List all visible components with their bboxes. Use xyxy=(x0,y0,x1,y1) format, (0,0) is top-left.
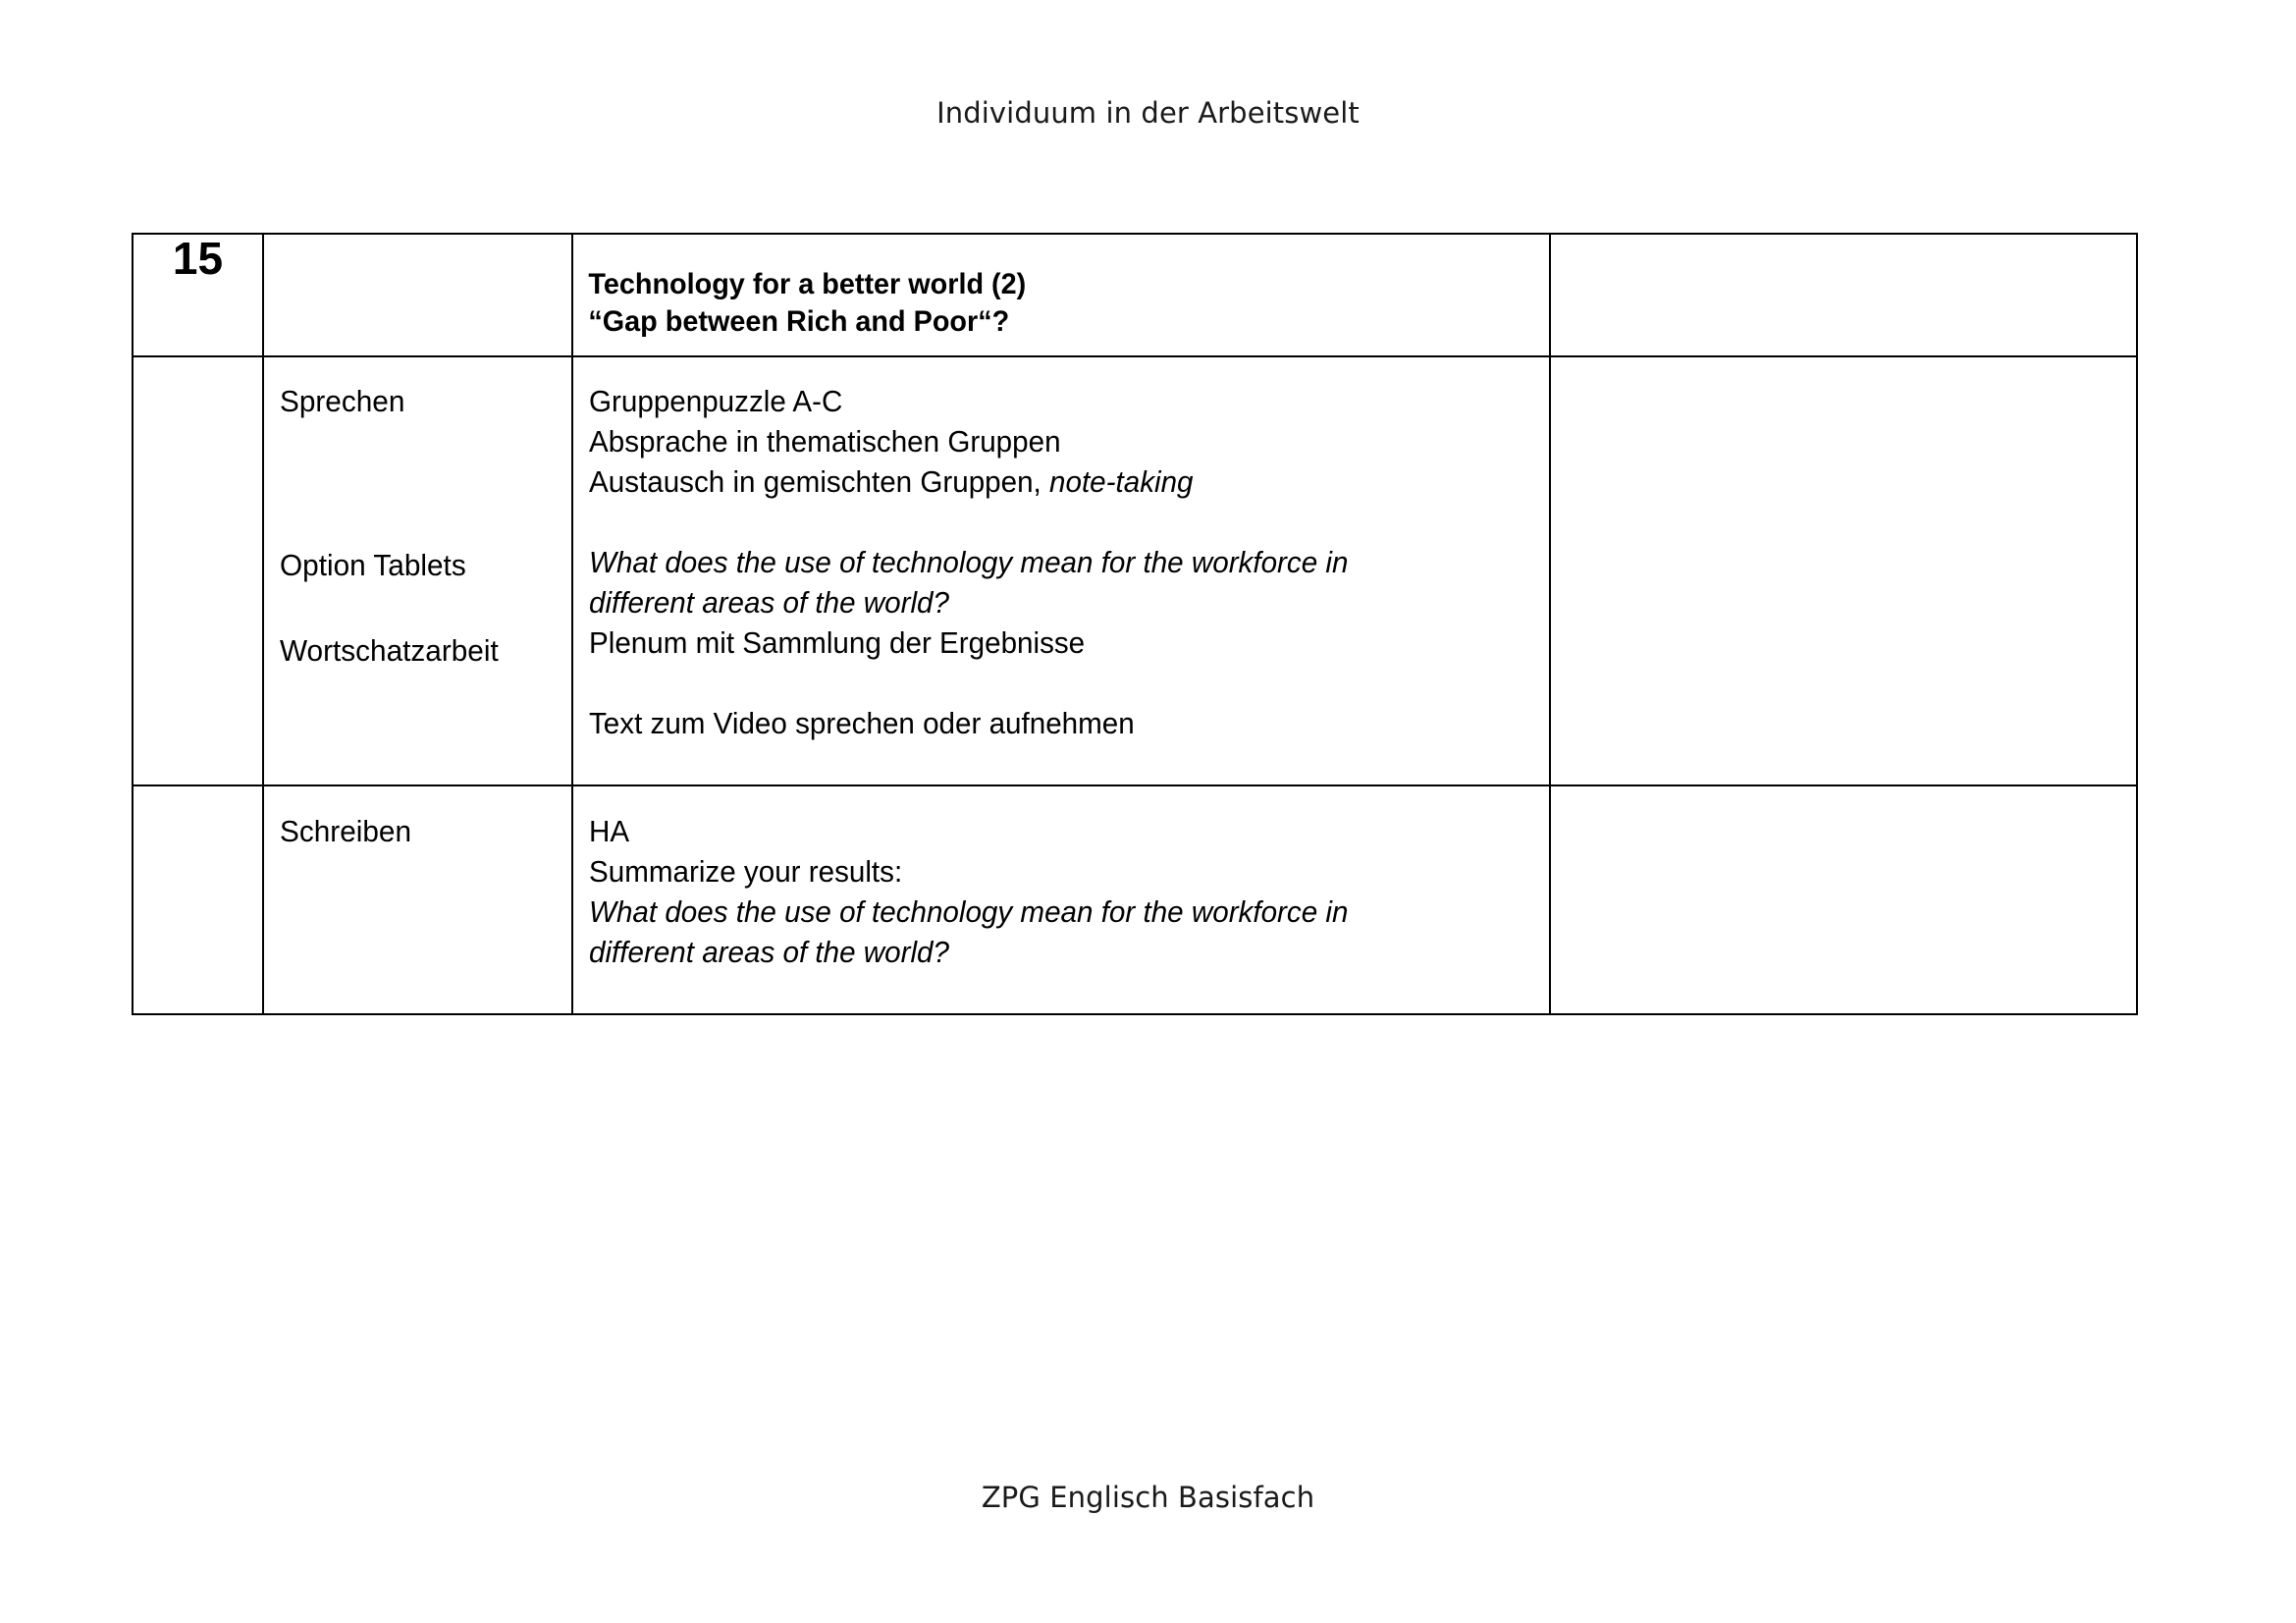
table-row-title xyxy=(133,234,2137,356)
content-line xyxy=(589,583,1493,623)
content-line-text: different areas of the world? xyxy=(589,584,949,620)
running-header: Individuum in der Arbeitswelt xyxy=(936,96,1360,130)
skill-label-schreiben: Schreiben xyxy=(280,813,412,848)
notes-cell-schreiben xyxy=(1550,785,2137,1014)
content-line xyxy=(589,704,1493,744)
content-cell-sprechen xyxy=(572,356,1550,785)
skill-label-sprechen: Sprechen xyxy=(280,383,405,418)
content-line xyxy=(589,812,1493,852)
lesson-title-line-2 xyxy=(588,303,1496,341)
content-line-text: Plenum mit Sammlung der Ergebnisse xyxy=(589,624,1086,660)
content-line-blank xyxy=(589,664,1493,704)
skill-label-cell-schreiben xyxy=(263,785,572,1014)
content-line xyxy=(589,422,1493,462)
lesson-title-line-1 xyxy=(588,266,1496,303)
content-line-blank xyxy=(589,503,1493,543)
running-footer: ZPG Englisch Basisfach xyxy=(981,1481,1315,1514)
notes-cell-sprechen xyxy=(1550,356,2137,785)
content-lines-sprechen xyxy=(589,382,1493,744)
number-cell-sprechen xyxy=(133,356,263,785)
lesson-number-cell: 15 xyxy=(133,234,263,356)
number-cell-schreiben xyxy=(133,785,263,1014)
content-line-text: Austausch in gemischten Gruppen, xyxy=(589,463,1050,499)
table-row-sprechen xyxy=(133,356,2137,785)
content-line-text: Absprache in thematischen Gruppen xyxy=(589,423,1061,459)
content-line xyxy=(589,623,1493,664)
title-line-1-text: Technology for a better world (2) xyxy=(588,268,1027,300)
content-line xyxy=(589,893,1493,933)
content-line xyxy=(589,933,1493,973)
content-line xyxy=(589,382,1493,422)
content-line-text: HA xyxy=(589,813,630,848)
title-line-2-text: “Gap between Rich and Poor“? xyxy=(588,305,1010,339)
skill-label-cell-sprechen xyxy=(263,356,572,785)
content-cell-schreiben xyxy=(572,785,1550,1014)
content-line-emphasis: note-taking xyxy=(1049,463,1194,499)
skill-label-option-tablets: Option Tablets xyxy=(280,547,466,582)
content-line-text: What does the use of technology mean for the workforce in xyxy=(589,544,1349,579)
content-line-text: Gruppenpuzzle A-C xyxy=(589,383,843,418)
content-line xyxy=(589,462,1493,503)
notes-cell-title-row xyxy=(1550,234,2137,356)
content-lines-schreiben xyxy=(589,812,1493,973)
table-row-schreiben xyxy=(133,785,2137,1014)
content-line-text: different areas of the world? xyxy=(589,934,949,969)
content-line-text: What does the use of technology mean for the workforce in xyxy=(589,893,1349,929)
content-line xyxy=(589,852,1493,893)
content-line-text: Text zum Video sprechen oder aufnehmen xyxy=(589,705,1135,740)
skill-label-wortschatzarbeit: Wortschatzarbeit xyxy=(280,632,499,668)
lesson-title-cell xyxy=(572,234,1550,356)
content-line xyxy=(589,543,1493,583)
content-line-text: Summarize your results: xyxy=(589,853,903,889)
title-label-cell xyxy=(263,234,572,356)
lesson-plan-table xyxy=(132,233,2138,1015)
